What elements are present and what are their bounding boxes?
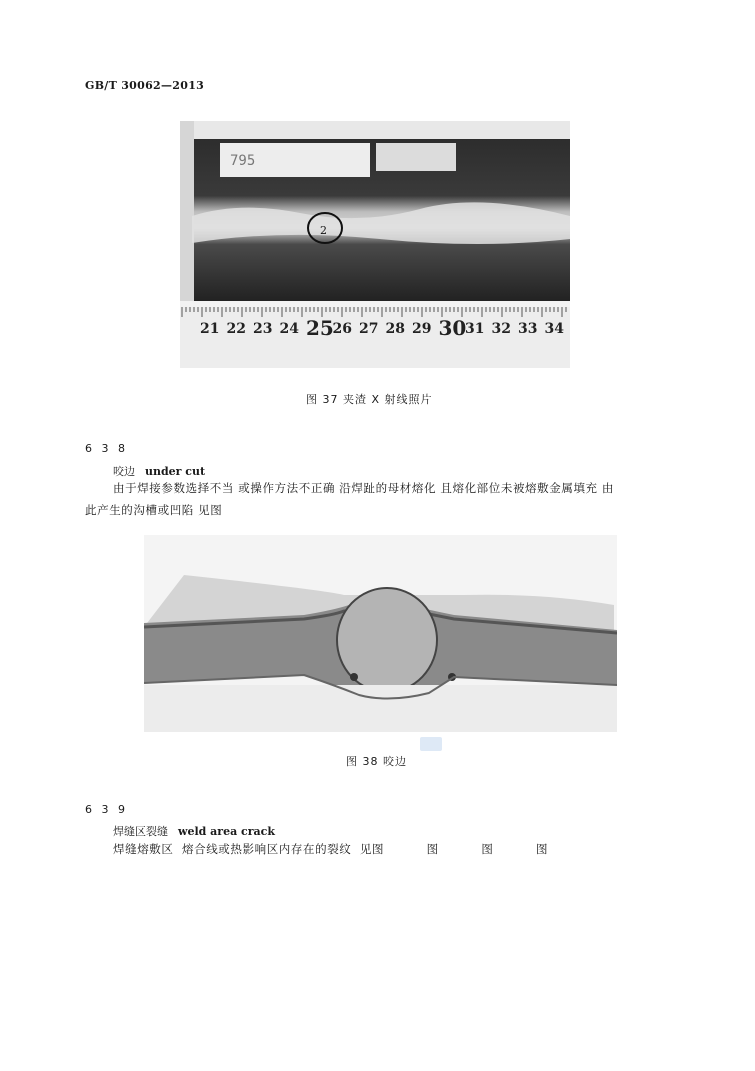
term-en-639: weld area crack <box>178 825 275 838</box>
radiograph-image <box>180 121 570 368</box>
term-en-638: under cut <box>145 465 206 478</box>
ruler-number: 21 <box>200 321 220 337</box>
section-638-definition-line1: 由于焊接参数选择不当 或操作方法不正确 沿焊趾的母材熔化 且熔化部位未被熔敷金属填充 由 <box>113 481 615 495</box>
ruler-number: 29 <box>412 321 432 337</box>
section-639-term <box>113 823 275 839</box>
ruler-number: 24 <box>279 321 299 337</box>
figure-37-radiograph <box>180 121 570 368</box>
section-639-definition-line1: 焊缝熔敷区 熔合线或热影响区内存在的裂纹 见图 图 图 图 <box>113 842 549 856</box>
section-638-number: 6 3 8 <box>85 442 128 455</box>
standard-code: GB/T 30062—2013 <box>85 79 205 92</box>
ruler-number: 23 <box>253 321 273 337</box>
ruler-number: 30 <box>438 316 467 340</box>
ruler-number: 22 <box>226 321 246 337</box>
term-zh-638: 咬边 <box>113 465 135 478</box>
circle-mark: 2 <box>320 224 327 237</box>
radiograph-label-digits: 795 <box>230 153 256 169</box>
figure-38-caption: 图 38 咬边 <box>346 755 407 768</box>
ruler-number: 33 <box>518 321 538 337</box>
section-639-number: 6 3 9 <box>85 803 128 816</box>
ruler-number: 28 <box>385 321 405 337</box>
ruler-number: 32 <box>491 321 511 337</box>
section-638-definition-line2: 此产生的沟槽或凹陷 见图 <box>85 503 223 517</box>
ruler-number: 27 <box>359 321 379 337</box>
ruler-number: 31 <box>465 321 485 337</box>
figure-38-cross-section <box>144 535 617 732</box>
figure-37-caption: 图 37 夹渣 X 射线照片 <box>306 393 433 406</box>
ruler-number: 25 <box>306 316 334 340</box>
ruler-number: 34 <box>544 321 564 337</box>
term-zh-639: 焊缝区裂缝 <box>113 825 168 838</box>
ruler-number: 26 <box>332 321 352 337</box>
watermark-badge <box>420 737 442 751</box>
cross-section-image <box>144 535 617 732</box>
